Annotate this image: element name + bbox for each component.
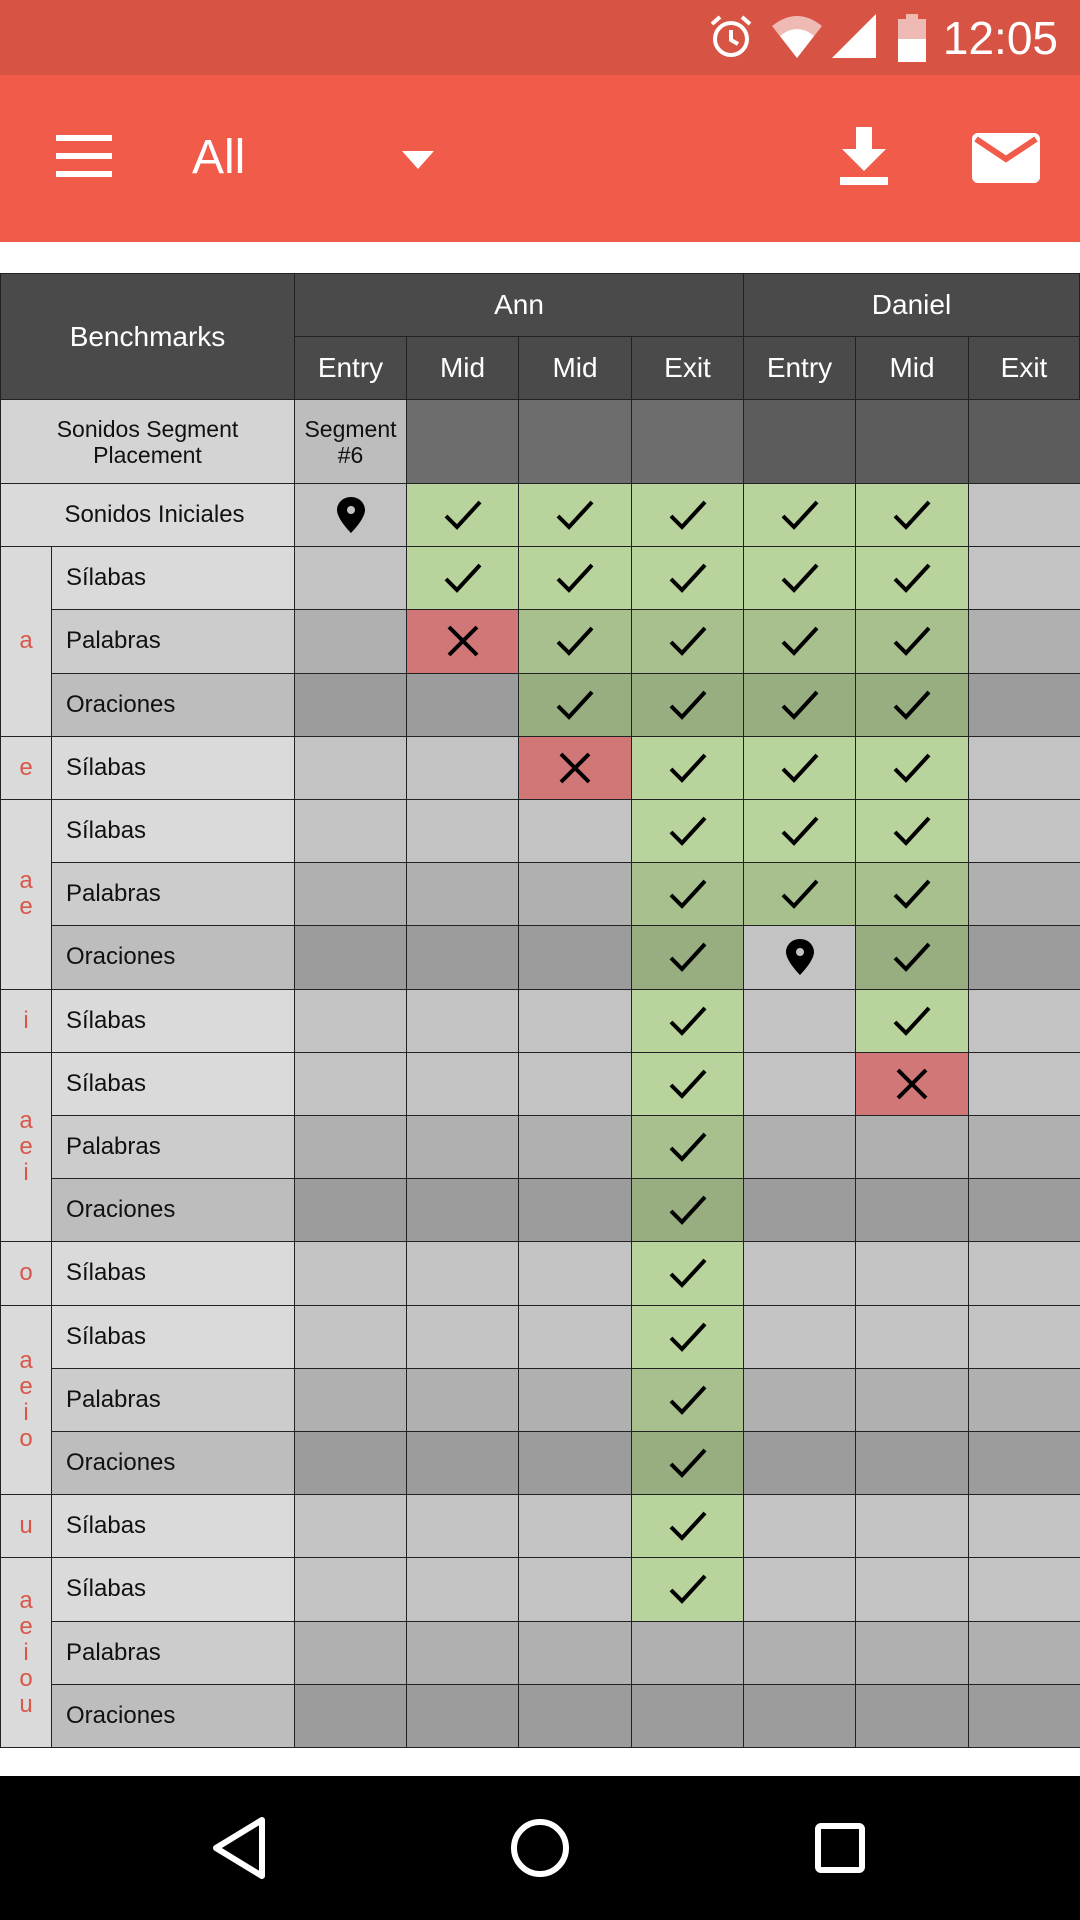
row-label: Oraciones bbox=[51, 1431, 295, 1495]
empty-cell bbox=[631, 1684, 744, 1748]
check-icon bbox=[668, 1064, 708, 1104]
check-icon bbox=[780, 748, 820, 788]
vowel-letter: a bbox=[19, 1107, 33, 1135]
row-label: Oraciones bbox=[51, 673, 295, 737]
empty-cell bbox=[743, 1305, 856, 1369]
check-icon bbox=[892, 558, 932, 598]
check-icon bbox=[668, 1127, 708, 1167]
row-label: Sílabas bbox=[51, 799, 295, 863]
download-icon[interactable] bbox=[832, 125, 896, 189]
check-icon bbox=[892, 1001, 932, 1041]
empty-cell bbox=[294, 1368, 407, 1432]
vowel-group-label bbox=[0, 989, 52, 1053]
benchmarks-header: Benchmarks bbox=[0, 273, 295, 400]
vowel-letter: i bbox=[23, 1159, 29, 1187]
empty-cell bbox=[518, 862, 632, 926]
check-icon bbox=[780, 621, 820, 661]
vowel-letter: o bbox=[19, 1424, 33, 1452]
vowel-group-label bbox=[0, 1052, 52, 1243]
empty-cell bbox=[968, 1305, 1080, 1369]
pass-cell bbox=[631, 1368, 744, 1432]
empty-cell bbox=[968, 1178, 1080, 1242]
pass-cell bbox=[631, 989, 744, 1053]
pass-cell bbox=[631, 483, 744, 547]
empty-cell bbox=[743, 1115, 856, 1179]
row-label: Sílabas bbox=[51, 1557, 295, 1621]
x-icon bbox=[892, 1064, 932, 1104]
fail-cell bbox=[855, 1052, 969, 1116]
segment-line-2: #6 bbox=[337, 441, 364, 468]
x-icon bbox=[443, 621, 483, 661]
empty-cell bbox=[294, 925, 407, 989]
check-icon bbox=[668, 558, 708, 598]
empty-cell bbox=[406, 1621, 519, 1685]
empty-cell bbox=[406, 1684, 519, 1748]
vowel-group-label bbox=[0, 799, 52, 990]
fail-cell bbox=[518, 736, 632, 800]
vowel-letter: e bbox=[19, 1612, 33, 1640]
column-header-ann-mid-2: Mid bbox=[518, 336, 632, 400]
empty-cell bbox=[406, 925, 519, 989]
empty-cell bbox=[294, 1621, 407, 1685]
check-icon bbox=[780, 811, 820, 851]
empty-cell bbox=[743, 1052, 856, 1116]
empty-cell bbox=[743, 989, 856, 1053]
row-label: Sílabas bbox=[51, 1241, 295, 1305]
check-icon bbox=[668, 748, 708, 788]
row-label: Palabras bbox=[51, 1368, 295, 1432]
empty-cell bbox=[518, 1368, 632, 1432]
pass-cell bbox=[743, 609, 856, 673]
empty-cell bbox=[518, 1115, 632, 1179]
check-icon bbox=[892, 685, 932, 725]
empty-cell bbox=[294, 546, 407, 610]
empty-cell bbox=[518, 1241, 632, 1305]
check-icon bbox=[443, 495, 483, 535]
empty-cell bbox=[968, 1557, 1080, 1621]
recents-icon[interactable] bbox=[804, 1812, 876, 1884]
pass-cell bbox=[631, 1494, 744, 1558]
student-header-ann: Ann bbox=[294, 273, 744, 337]
empty-cell bbox=[294, 609, 407, 673]
empty-cell bbox=[968, 1368, 1080, 1432]
empty-cell bbox=[406, 799, 519, 863]
empty-cell bbox=[743, 1368, 856, 1432]
empty-cell bbox=[855, 1368, 969, 1432]
empty-cell bbox=[855, 1305, 969, 1369]
filter-selector[interactable]: All bbox=[192, 131, 246, 184]
pass-cell bbox=[631, 1241, 744, 1305]
pass-cell bbox=[518, 483, 632, 547]
check-icon bbox=[780, 685, 820, 725]
pass-cell bbox=[631, 736, 744, 800]
row-label: Oraciones bbox=[51, 1178, 295, 1242]
empty-cell bbox=[968, 1115, 1080, 1179]
empty-cell bbox=[518, 1494, 632, 1558]
empty-cell bbox=[406, 1178, 519, 1242]
x-icon bbox=[555, 748, 595, 788]
empty-cell bbox=[968, 1241, 1080, 1305]
empty-cell bbox=[968, 1621, 1080, 1685]
vowel-letter: a bbox=[19, 627, 33, 655]
empty-cell bbox=[968, 1431, 1080, 1495]
row-label: Palabras bbox=[51, 1115, 295, 1179]
check-icon bbox=[668, 685, 708, 725]
empty-cell bbox=[518, 1178, 632, 1242]
pass-cell bbox=[743, 483, 856, 547]
empty-cell bbox=[294, 1241, 407, 1305]
empty-cell bbox=[855, 1115, 969, 1179]
empty-cell bbox=[518, 1621, 632, 1685]
empty-cell bbox=[406, 989, 519, 1053]
pass-cell bbox=[518, 546, 632, 610]
empty-cell bbox=[406, 1557, 519, 1621]
pass-cell bbox=[855, 609, 969, 673]
pass-cell bbox=[855, 673, 969, 737]
vowel-group-label bbox=[0, 1305, 52, 1496]
check-icon bbox=[892, 495, 932, 535]
check-icon bbox=[780, 495, 820, 535]
row-label: Palabras bbox=[51, 609, 295, 673]
empty-cell bbox=[968, 609, 1080, 673]
row-label: Sílabas bbox=[51, 1305, 295, 1369]
pass-cell bbox=[631, 799, 744, 863]
student-header-daniel: Daniel bbox=[743, 273, 1080, 337]
row-label: Sonidos Iniciales bbox=[0, 483, 295, 547]
column-header-ann-mid-1: Mid bbox=[406, 336, 519, 400]
vowel-group-label bbox=[0, 1494, 52, 1558]
empty-cell bbox=[294, 673, 407, 737]
pass-cell bbox=[743, 736, 856, 800]
vowel-group-label bbox=[0, 736, 52, 800]
column-header-daniel-mid: Mid bbox=[855, 336, 969, 400]
pass-cell bbox=[631, 1178, 744, 1242]
empty-cell bbox=[855, 1557, 969, 1621]
segment-placement-cell bbox=[294, 399, 407, 484]
empty-cell bbox=[406, 1494, 519, 1558]
check-icon bbox=[668, 1001, 708, 1041]
empty-cell bbox=[518, 925, 632, 989]
check-icon bbox=[892, 937, 932, 977]
row-label: Oraciones bbox=[51, 925, 295, 989]
check-icon bbox=[443, 558, 483, 598]
placement-row-label: Sonidos Segment Placement bbox=[0, 399, 295, 484]
check-icon bbox=[668, 495, 708, 535]
pass-cell bbox=[743, 862, 856, 926]
vowel-letter: i bbox=[23, 1638, 29, 1666]
empty-cell bbox=[294, 1431, 407, 1495]
check-icon bbox=[892, 748, 932, 788]
app-bar bbox=[0, 75, 1080, 242]
empty-cell bbox=[855, 1684, 969, 1748]
check-icon bbox=[780, 874, 820, 914]
empty-cell bbox=[294, 736, 407, 800]
battery-icon bbox=[898, 14, 926, 62]
signal-icon bbox=[832, 14, 876, 60]
check-icon bbox=[668, 1380, 708, 1420]
pass-cell bbox=[406, 546, 519, 610]
column-header-ann-entry: Entry bbox=[294, 336, 407, 400]
check-icon bbox=[668, 811, 708, 851]
empty-cell bbox=[406, 673, 519, 737]
vowel-letter: e bbox=[19, 1372, 33, 1400]
row-label: Oraciones bbox=[51, 1684, 295, 1748]
menu-icon[interactable] bbox=[48, 127, 120, 187]
empty-cell bbox=[743, 1178, 856, 1242]
vowel-group-label bbox=[0, 1557, 52, 1748]
vowel-letter: a bbox=[19, 1586, 33, 1614]
empty-cell bbox=[518, 1684, 632, 1748]
empty-cell bbox=[518, 1431, 632, 1495]
pass-cell bbox=[631, 673, 744, 737]
empty-cell bbox=[518, 1052, 632, 1116]
check-icon bbox=[668, 874, 708, 914]
empty-cell bbox=[518, 1557, 632, 1621]
check-icon bbox=[555, 685, 595, 725]
pass-cell bbox=[855, 483, 969, 547]
empty-cell bbox=[968, 673, 1080, 737]
row-label: Sílabas bbox=[51, 1494, 295, 1558]
empty-cell bbox=[631, 1621, 744, 1685]
empty-cell bbox=[406, 1431, 519, 1495]
row-label: Sílabas bbox=[51, 736, 295, 800]
vowel-letter: e bbox=[19, 1133, 33, 1161]
pass-cell bbox=[631, 1052, 744, 1116]
empty-cell bbox=[294, 1115, 407, 1179]
check-icon bbox=[668, 621, 708, 661]
pass-cell bbox=[631, 609, 744, 673]
check-icon bbox=[892, 621, 932, 661]
check-icon bbox=[668, 1569, 708, 1609]
empty-cell bbox=[855, 1178, 969, 1242]
empty-cell bbox=[406, 1115, 519, 1179]
placement-empty-cell bbox=[855, 399, 969, 484]
empty-cell bbox=[968, 799, 1080, 863]
pass-cell bbox=[855, 862, 969, 926]
status-bar bbox=[0, 0, 1080, 75]
row-label: Palabras bbox=[51, 862, 295, 926]
empty-cell bbox=[294, 1494, 407, 1558]
empty-cell bbox=[406, 1241, 519, 1305]
empty-cell bbox=[518, 989, 632, 1053]
row-label: Palabras bbox=[51, 1621, 295, 1685]
row-label: Sílabas bbox=[51, 546, 295, 610]
check-icon bbox=[668, 1190, 708, 1230]
empty-cell bbox=[294, 1178, 407, 1242]
pass-cell bbox=[855, 925, 969, 989]
empty-cell bbox=[968, 483, 1080, 547]
empty-cell bbox=[294, 862, 407, 926]
pass-cell bbox=[631, 1431, 744, 1495]
empty-cell bbox=[743, 1557, 856, 1621]
vowel-group-label bbox=[0, 546, 52, 737]
check-icon bbox=[892, 811, 932, 851]
pass-cell bbox=[743, 546, 856, 610]
back-icon[interactable] bbox=[204, 1812, 276, 1884]
check-icon bbox=[668, 1253, 708, 1293]
location-pin-icon bbox=[331, 495, 371, 535]
empty-cell bbox=[294, 1052, 407, 1116]
placement-empty-cell bbox=[743, 399, 856, 484]
empty-cell bbox=[743, 1684, 856, 1748]
empty-cell bbox=[855, 1241, 969, 1305]
placement-empty-cell bbox=[631, 399, 744, 484]
vowel-letter: a bbox=[19, 1346, 33, 1374]
pass-cell bbox=[855, 989, 969, 1053]
pass-cell bbox=[406, 483, 519, 547]
pass-cell bbox=[631, 1115, 744, 1179]
vowel-letter: u bbox=[19, 1690, 33, 1718]
benchmarks-table bbox=[0, 273, 1080, 1744]
empty-cell bbox=[743, 1431, 856, 1495]
check-icon bbox=[668, 1443, 708, 1483]
dropdown-arrow-icon[interactable] bbox=[400, 145, 436, 175]
check-icon bbox=[668, 1317, 708, 1357]
empty-cell bbox=[294, 1557, 407, 1621]
placement-empty-cell bbox=[518, 399, 632, 484]
row-label: Sílabas bbox=[51, 989, 295, 1053]
vowel-letter: e bbox=[19, 753, 33, 781]
pass-cell bbox=[743, 673, 856, 737]
empty-cell bbox=[406, 1368, 519, 1432]
empty-cell bbox=[294, 799, 407, 863]
vowel-letter: o bbox=[19, 1259, 33, 1287]
empty-cell bbox=[294, 1305, 407, 1369]
empty-cell bbox=[294, 989, 407, 1053]
pass-cell bbox=[855, 736, 969, 800]
check-icon bbox=[892, 874, 932, 914]
empty-cell bbox=[968, 925, 1080, 989]
pass-cell bbox=[518, 609, 632, 673]
vowel-group-label bbox=[0, 1241, 52, 1305]
column-header-ann-exit: Exit bbox=[631, 336, 744, 400]
empty-cell bbox=[968, 736, 1080, 800]
check-icon bbox=[555, 558, 595, 598]
empty-cell bbox=[518, 799, 632, 863]
pass-cell bbox=[631, 925, 744, 989]
fail-cell bbox=[406, 609, 519, 673]
alarm-icon bbox=[708, 14, 754, 60]
check-icon bbox=[780, 558, 820, 598]
empty-cell bbox=[855, 1431, 969, 1495]
check-icon bbox=[668, 1506, 708, 1546]
placement-cell bbox=[743, 925, 856, 989]
empty-cell bbox=[968, 1494, 1080, 1558]
pass-cell bbox=[631, 862, 744, 926]
empty-cell bbox=[968, 989, 1080, 1053]
empty-cell bbox=[855, 1621, 969, 1685]
status-time: 12:05 bbox=[942, 12, 1058, 64]
pass-cell bbox=[518, 673, 632, 737]
check-icon bbox=[555, 621, 595, 661]
row-label: Sílabas bbox=[51, 1052, 295, 1116]
placement-cell bbox=[294, 483, 407, 547]
wifi-icon bbox=[772, 14, 822, 60]
empty-cell bbox=[743, 1494, 856, 1558]
vowel-letter: i bbox=[23, 1398, 29, 1426]
pass-cell bbox=[855, 546, 969, 610]
home-icon[interactable] bbox=[504, 1812, 576, 1884]
vowel-letter: u bbox=[19, 1512, 33, 1540]
empty-cell bbox=[968, 1052, 1080, 1116]
column-header-daniel-entry: Entry bbox=[743, 336, 856, 400]
empty-cell bbox=[968, 1684, 1080, 1748]
placement-empty-cell bbox=[968, 399, 1080, 484]
vowel-letter: o bbox=[19, 1664, 33, 1692]
check-icon bbox=[555, 495, 595, 535]
pass-cell bbox=[743, 799, 856, 863]
empty-cell bbox=[294, 1684, 407, 1748]
empty-cell bbox=[406, 1305, 519, 1369]
pass-cell bbox=[631, 1557, 744, 1621]
empty-cell bbox=[968, 862, 1080, 926]
empty-cell bbox=[855, 1494, 969, 1558]
mail-icon[interactable] bbox=[968, 125, 1044, 189]
vowel-letter: i bbox=[23, 1006, 29, 1034]
empty-cell bbox=[743, 1241, 856, 1305]
empty-cell bbox=[406, 736, 519, 800]
pass-cell bbox=[631, 546, 744, 610]
placement-empty-cell bbox=[406, 399, 519, 484]
empty-cell bbox=[968, 546, 1080, 610]
navigation-bar bbox=[0, 1776, 1080, 1920]
vowel-letter: e bbox=[19, 893, 33, 921]
pass-cell bbox=[631, 1305, 744, 1369]
location-pin-icon bbox=[780, 937, 820, 977]
column-header-daniel-exit: Exit bbox=[968, 336, 1080, 400]
empty-cell bbox=[518, 1305, 632, 1369]
vowel-letter: a bbox=[19, 867, 33, 895]
empty-cell bbox=[406, 1052, 519, 1116]
segment-line-1: Segment bbox=[304, 415, 397, 442]
pass-cell bbox=[855, 799, 969, 863]
empty-cell bbox=[406, 862, 519, 926]
empty-cell bbox=[743, 1621, 856, 1685]
check-icon bbox=[668, 937, 708, 977]
